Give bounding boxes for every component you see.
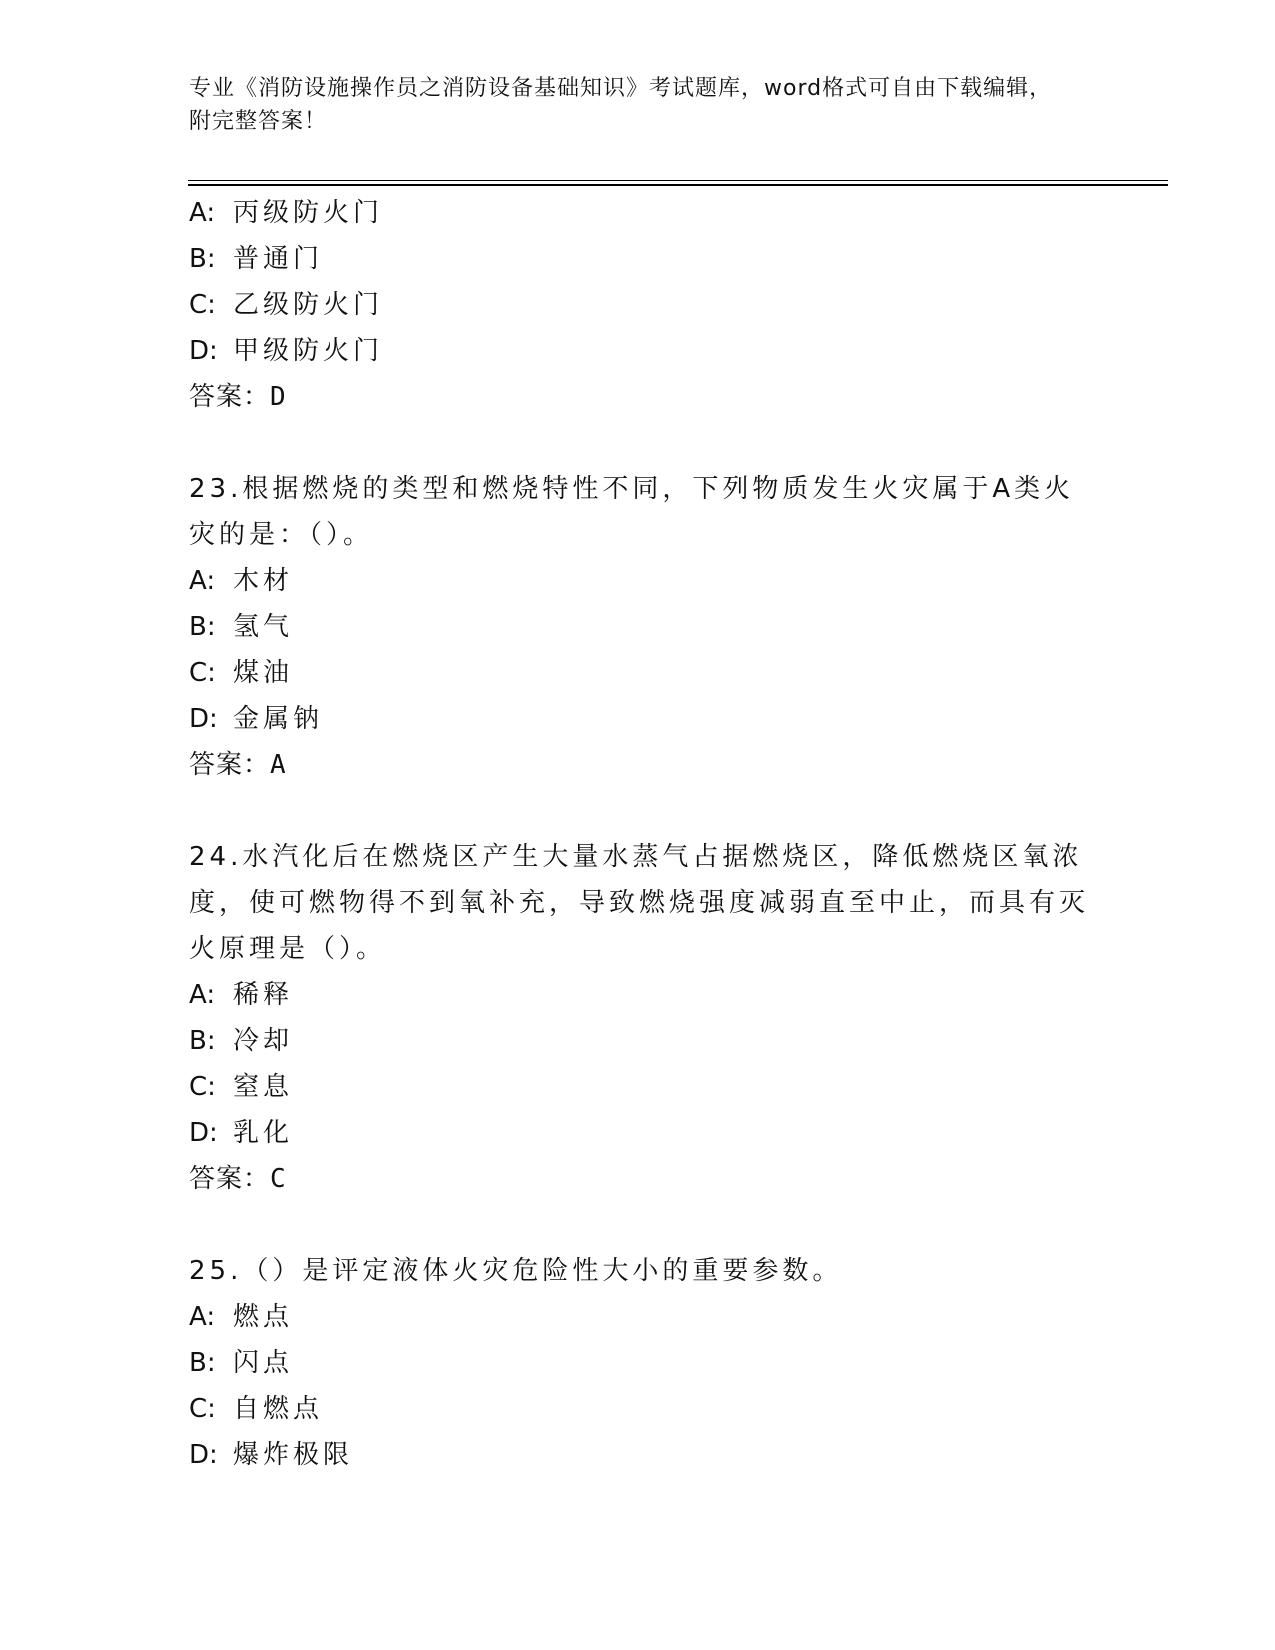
question-23-block (189, 466, 1089, 788)
option-key: A: (189, 566, 216, 596)
answer-value: A (270, 750, 287, 780)
option-text: 乳化 (233, 1118, 294, 1148)
option-a (189, 972, 1089, 1018)
option-key: A: (189, 1302, 216, 1332)
option-text: 乙级防火门 (233, 290, 384, 320)
option-a (189, 558, 1089, 604)
option-text: 燃点 (233, 1302, 294, 1332)
question-25-block (189, 1248, 1089, 1478)
question-22-block (189, 190, 1089, 420)
option-text: 煤油 (233, 658, 294, 688)
document-body (189, 190, 1089, 1478)
answer-label: 答案： (189, 1164, 271, 1194)
option-d (189, 328, 1089, 374)
option-key: B: (189, 612, 216, 642)
document-header (189, 72, 1069, 138)
option-d (189, 1432, 1089, 1478)
option-text: 丙级防火门 (233, 198, 384, 228)
option-text: 自燃点 (233, 1394, 324, 1424)
option-text: 金属钠 (233, 704, 324, 734)
answer-line (189, 742, 1089, 788)
option-d (189, 1110, 1089, 1156)
answer-value: D (270, 382, 287, 412)
option-b (189, 1340, 1089, 1386)
option-c (189, 1386, 1089, 1432)
option-key: A: (189, 980, 216, 1010)
question-text: 24.水汽化后在燃烧区产生大量水蒸气占据燃烧区，降低燃烧区氧浓度，使可燃物得不到氧补充，导致燃烧强度减弱直至中止，而具有灭火原理是（）。 (189, 842, 1090, 964)
option-b (189, 236, 1089, 282)
option-c (189, 1064, 1089, 1110)
option-text: 普通门 (233, 244, 324, 274)
option-key: D: (189, 704, 218, 734)
option-key: B: (189, 244, 216, 274)
option-text: 窒息 (233, 1072, 294, 1102)
option-text: 爆炸极限 (233, 1440, 354, 1470)
header-divider-thick (188, 184, 1168, 186)
option-a (189, 190, 1089, 236)
answer-value: C (270, 1164, 287, 1194)
answer-line (189, 1156, 1089, 1202)
question-24-block (189, 834, 1089, 1202)
header-divider-thin (188, 180, 1168, 181)
option-key: C: (189, 1072, 216, 1102)
option-key: A: (189, 198, 216, 228)
option-text: 稀释 (233, 980, 294, 1010)
option-text: 闪点 (233, 1348, 294, 1378)
option-text: 木材 (233, 566, 294, 596)
option-c (189, 650, 1089, 696)
question-text: 25.（）是评定液体火灾危险性大小的重要参数。 (189, 1256, 843, 1286)
option-key: C: (189, 658, 216, 688)
option-key: D: (189, 336, 218, 366)
document-title: 专业《消防设施操作员之消防设备基础知识》考试题库，word格式可自由下载编辑，附完整答案！ (189, 76, 1053, 134)
option-key: C: (189, 1394, 216, 1424)
option-a (189, 1294, 1089, 1340)
option-key: B: (189, 1026, 216, 1056)
answer-label: 答案： (189, 382, 271, 412)
option-c (189, 282, 1089, 328)
option-text: 甲级防火门 (233, 336, 384, 366)
option-d (189, 696, 1089, 742)
option-key: B: (189, 1348, 216, 1378)
option-key: D: (189, 1440, 218, 1470)
option-key: D: (189, 1118, 218, 1148)
option-b (189, 1018, 1089, 1064)
answer-line (189, 374, 1089, 420)
option-text: 冷却 (233, 1026, 294, 1056)
answer-label: 答案： (189, 750, 271, 780)
option-b (189, 604, 1089, 650)
question-text: 23.根据燃烧的类型和燃烧特性不同，下列物质发生火灾属于A类火灾的是：（）。 (189, 474, 1075, 550)
option-key: C: (189, 290, 216, 320)
option-text: 氢气 (233, 612, 294, 642)
